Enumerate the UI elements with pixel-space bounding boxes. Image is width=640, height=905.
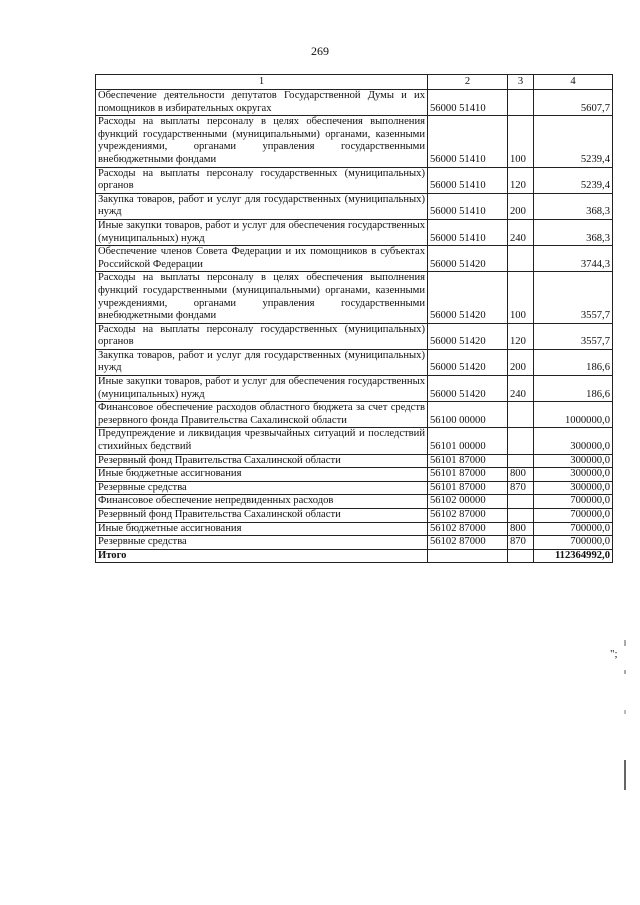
row-name: Расходы на выплаты персоналу государственных (муниципальных) органов	[96, 167, 428, 193]
table-row	[96, 167, 613, 193]
budget-table	[95, 74, 613, 563]
table-body	[96, 90, 613, 563]
table-row	[96, 495, 613, 509]
row-sum: 700000,0	[534, 522, 613, 536]
table-row	[96, 376, 613, 402]
row-name: Резервные средства	[96, 536, 428, 550]
row-code: 56000 51420	[428, 323, 508, 349]
total-type-cell	[508, 549, 534, 563]
row-code: 56000 51420	[428, 376, 508, 402]
row-name: Резервный фонд Правительства Сахалинской области	[96, 454, 428, 468]
table-row	[96, 246, 613, 272]
row-name: Обеспечение деятельности депутатов Государственной Думы и их помощников в избирательных округах	[96, 90, 428, 116]
row-type: 240	[508, 219, 534, 245]
row-sum: 700000,0	[534, 509, 613, 523]
row-sum: 5239,4	[534, 167, 613, 193]
row-name: Расходы на выплаты персоналу в целях обеспечения выполнения функций государственными (муниципальными) органами, казенными учреждениями, органами управления государственными внебюджетными фондами	[96, 116, 428, 167]
row-type: 240	[508, 376, 534, 402]
total-label: Итого	[96, 549, 428, 563]
row-code: 56102 87000	[428, 509, 508, 523]
row-sum: 1000000,0	[534, 402, 613, 428]
table-row	[96, 116, 613, 167]
row-name: Финансовое обеспечение расходов областного бюджета за счет средств резервного фонда Правительства Сахалинской области	[96, 402, 428, 428]
page-number: 269	[311, 44, 329, 58]
row-type: 120	[508, 323, 534, 349]
row-code: 56000 51420	[428, 272, 508, 323]
row-type	[508, 495, 534, 509]
row-sum: 3744,3	[534, 246, 613, 272]
row-code: 56102 87000	[428, 522, 508, 536]
row-name: Резервный фонд Правительства Сахалинской области	[96, 509, 428, 523]
closing-quote-suffix: ";	[610, 648, 618, 660]
table-row	[96, 454, 613, 468]
row-name: Иные бюджетные ассигнования	[96, 468, 428, 482]
row-code: 56102 00000	[428, 495, 508, 509]
row-name: Иные бюджетные ассигнования	[96, 522, 428, 536]
row-code: 56101 87000	[428, 481, 508, 495]
header-col-4: 4	[534, 75, 613, 90]
header-col-3: 3	[508, 75, 534, 90]
row-type	[508, 402, 534, 428]
row-name: Расходы на выплаты персоналу в целях обеспечения выполнения функций государственными (муниципальными) органами, казенными учреждениями, органами управления государственными внебюджетными фондами	[96, 272, 428, 323]
row-sum: 5607,7	[534, 90, 613, 116]
row-sum: 5239,4	[534, 116, 613, 167]
row-sum: 300000,0	[534, 468, 613, 482]
row-sum: 186,6	[534, 376, 613, 402]
row-sum: 3557,7	[534, 272, 613, 323]
row-code: 56000 51420	[428, 349, 508, 375]
row-name: Закупка товаров, работ и услуг для государственных (муниципальных) нужд	[96, 193, 428, 219]
row-type	[508, 90, 534, 116]
row-code: 56000 51410	[428, 193, 508, 219]
total-sum: 112364992,0	[534, 549, 613, 563]
row-type: 800	[508, 522, 534, 536]
row-type: 100	[508, 116, 534, 167]
table-row	[96, 481, 613, 495]
row-code: 56101 87000	[428, 468, 508, 482]
table-row	[96, 428, 613, 454]
table-row	[96, 323, 613, 349]
table-row	[96, 219, 613, 245]
row-type	[508, 454, 534, 468]
row-type: 870	[508, 536, 534, 550]
row-code: 56102 87000	[428, 536, 508, 550]
scan-margin-marks	[620, 640, 630, 810]
table-row	[96, 536, 613, 550]
row-code: 56100 00000	[428, 402, 508, 428]
header-col-1: 1	[96, 75, 428, 90]
row-type	[508, 246, 534, 272]
total-row	[96, 549, 613, 563]
row-sum: 186,6	[534, 349, 613, 375]
table-row	[96, 402, 613, 428]
row-type	[508, 428, 534, 454]
row-type: 800	[508, 468, 534, 482]
table-row	[96, 349, 613, 375]
row-name: Предупреждение и ликвидация чрезвычайных ситуаций и последствий стихийных бедствий	[96, 428, 428, 454]
row-type: 870	[508, 481, 534, 495]
row-sum: 368,3	[534, 219, 613, 245]
row-type	[508, 509, 534, 523]
table-row	[96, 468, 613, 482]
row-name: Закупка товаров, работ и услуг для государственных (муниципальных) нужд	[96, 349, 428, 375]
row-sum: 700000,0	[534, 536, 613, 550]
row-code: 56101 00000	[428, 428, 508, 454]
row-sum: 700000,0	[534, 495, 613, 509]
row-code: 56000 51410	[428, 167, 508, 193]
table-row	[96, 272, 613, 323]
row-code: 56000 51410	[428, 219, 508, 245]
row-sum: 300000,0	[534, 428, 613, 454]
row-type: 120	[508, 167, 534, 193]
table-row	[96, 193, 613, 219]
row-code: 56101 87000	[428, 454, 508, 468]
row-type: 200	[508, 349, 534, 375]
table-row	[96, 90, 613, 116]
table-row	[96, 509, 613, 523]
row-code: 56000 51420	[428, 246, 508, 272]
row-name: Иные закупки товаров, работ и услуг для обеспечения государственных (муниципальных) нужд	[96, 376, 428, 402]
row-sum: 300000,0	[534, 454, 613, 468]
table-row	[96, 522, 613, 536]
row-name: Финансовое обеспечение непредвиденных расходов	[96, 495, 428, 509]
row-name: Расходы на выплаты персоналу государственных (муниципальных) органов	[96, 323, 428, 349]
row-sum: 368,3	[534, 193, 613, 219]
row-code: 56000 51410	[428, 116, 508, 167]
header-col-2: 2	[428, 75, 508, 90]
total-code-cell	[428, 549, 508, 563]
row-sum: 3557,7	[534, 323, 613, 349]
table-header-row	[96, 75, 613, 90]
row-type: 100	[508, 272, 534, 323]
row-type: 200	[508, 193, 534, 219]
row-sum: 300000,0	[534, 481, 613, 495]
row-code: 56000 51410	[428, 90, 508, 116]
row-name: Резервные средства	[96, 481, 428, 495]
row-name: Обеспечение членов Совета Федерации и их помощников в субъектах Российской Федерации	[96, 246, 428, 272]
row-name: Иные закупки товаров, работ и услуг для обеспечения государственных (муниципальных) нужд	[96, 219, 428, 245]
